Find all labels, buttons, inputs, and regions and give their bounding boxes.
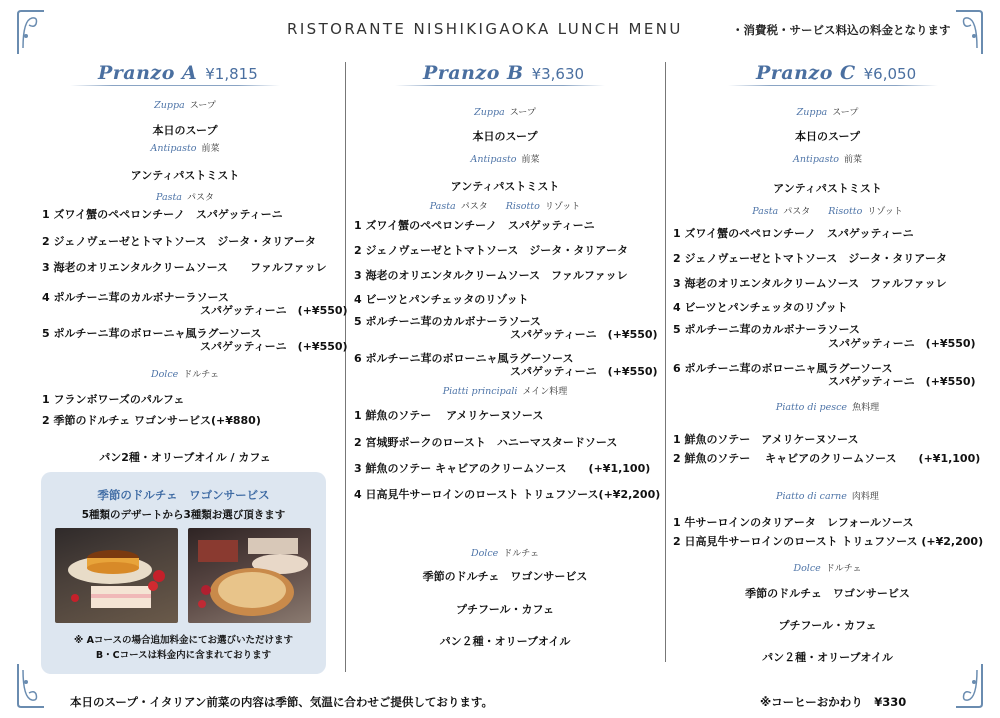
title-flourish [395,85,605,86]
course-b-name: Pranzo B [423,62,524,84]
carne-label: Piatto di carne 肉料理 [776,491,879,502]
pasta-item: 5 ポルチーニ茸のカルボナーラソース [673,323,860,336]
pesce-label: Piatto di pesce 魚料理 [775,402,880,413]
soup-item: 本日のスープ [795,130,860,143]
pasta-item: 3 海老のオリエンタルクリームソース ファルファッレ [42,261,327,274]
dolce-item: 1 フランボワーズのパルフェ [42,393,185,406]
tax-note: ・消費税・サービス料込の料金となります [732,23,951,37]
pesce-item: 1 鮮魚のソテー アメリケーヌソース [673,433,859,446]
course-b-price: ¥3,630 [531,65,585,83]
antipasto-item: アンティパストミスト [130,169,240,182]
dessert-photo-pudding [55,528,178,623]
bread-item: パン２種・オリーブオイル [439,635,571,648]
main-label: Piatti principali メイン料理 [442,386,568,397]
pasta-item: 4 ポルチーニ茸のカルボナーラソース [42,291,229,304]
pasta-item: 2 ジェノヴェーゼとトマトソース ジータ・タリアータ [354,244,628,257]
antipasto-item: アンティパストミスト [773,182,882,195]
main-item: 1 鮮魚のソテー アメリケーヌソース [354,409,544,422]
column-divider [665,62,666,662]
pesce-item: 2 鮮魚のソテー キャビアのクリームソース (+¥1,100) [673,452,981,465]
pasta-item: 6 ポルチーニ茸のボローニャ風ラグーソース [673,362,893,375]
box-title: 季節のドルチェ ワゴンサービス [97,488,270,502]
course-c-heading [756,62,916,84]
zuppa-label: Zuppa スープ [154,100,216,111]
dessert-photo-tart [188,528,311,623]
course-a-price: ¥1,815 [205,65,258,83]
dolce-item: 季節のドルチェ ワゴンサービス [422,570,588,583]
antipasto-item: アンティパストミスト [450,180,560,193]
antipasto-label: Antipasto 前菜 [150,143,220,154]
antipasto-label: Antipasto 前菜 [792,154,862,165]
course-a-name: Pranzo A [98,62,198,84]
bread-item: パン２種・オリーブオイル [762,651,893,664]
corner-ornament-icon [14,8,48,56]
column-divider [345,62,346,672]
corner-ornament-icon [952,662,986,710]
soup-item: 本日のスープ [152,124,218,137]
petit-four-item: プチフール・カフェ [778,619,877,632]
corner-ornament-icon [952,8,986,56]
pasta-item-price: スパゲッティーニ (+¥550) [828,337,976,350]
pasta-item: 3 海老のオリエンタルクリームソース ファルファッレ [354,269,628,282]
course-c-price: ¥6,050 [863,65,917,83]
pasta-risotto-label: Pasta パスタ Risotto リゾット [752,206,903,217]
pasta-item: 4 ビーツとパンチェッタのリゾット [354,293,529,306]
title-flourish [728,85,938,86]
pasta-item: 1 ズワイ蟹のペペロンチーノ スパゲッティーニ [42,208,283,221]
dolce-item: 季節のドルチェ ワゴンサービス [745,587,910,600]
main-item: 3 鮮魚のソテー キャビアのクリームソース (+¥1,100) [354,462,651,475]
zuppa-label: Zuppa スープ [474,107,536,118]
carne-item: 1 牛サーロインのタリアータ レフォールソース [673,516,914,529]
dolce-label: Dolce ドルチェ [150,369,220,380]
pasta-item-price: スパゲッティーニ (+¥550) [510,365,658,378]
dolce-item: 2 季節のドルチェ ワゴンサービス(+¥880) [42,414,261,427]
carne-item: 2 日高見牛サーロインのロースト トリュフソース (+¥2,200) [673,535,984,548]
pasta-item: 6 ポルチーニ茸のボローニャ風ラグーソース [354,352,574,365]
course-a-heading [98,62,258,84]
box-note-bc: B・Cコースは料金内に含まれております [95,650,272,661]
pasta-item: 2 ジェノヴェーゼとトマトソース ジータ・タリアータ [42,235,316,248]
main-item: 4 日高見牛サーロインのロースト トリュフソース(+¥2,200) [354,488,661,501]
pasta-item: 3 海老のオリエンタルクリームソース ファルファッレ [673,277,947,290]
pasta-item: 5 ポルチーニ茸のボローニャ風ラグーソース [42,327,262,340]
box-subtitle: 5種類のデザートから3種類お選び頂きます [81,509,286,521]
main-item: 2 宮城野ポークのロースト ハニーマスタードソース [354,436,618,449]
coffee-refill-note: ※コーヒーおかわり ¥330 [760,695,907,709]
zuppa-label: Zuppa スープ [796,107,859,118]
pasta-item-price: スパゲッティーニ (+¥550) [828,375,976,388]
dolce-wagon-box [41,472,326,674]
pasta-item-price: スパゲッティーニ (+¥550) [200,340,348,353]
pasta-item: 4 ビーツとパンチェッタのリゾット [673,301,848,314]
title-flourish [70,85,280,86]
pasta-risotto-label: Pasta パスタ Risotto リゾット [429,201,581,212]
pasta-item-price: スパゲッティーニ (+¥550) [510,328,658,341]
menu-title: RISTORANTE NISHIKIGAOKA LUNCH MENU [287,20,683,38]
course-b-heading [423,62,584,84]
pasta-item: 1 ズワイ蟹のペペロンチーノ スパゲッティーニ [673,227,914,240]
footer-note: 本日のスープ・イタリアン前菜の内容は季節、気温に合わせご提供しております。 [70,695,493,709]
petit-four-item: プチフール・カフェ [456,603,554,616]
antipasto-label: Antipasto 前菜 [470,154,540,165]
course-c-name: Pranzo C [756,62,856,84]
pasta-item: 1 ズワイ蟹のペペロンチーノ スパゲッティーニ [354,219,595,232]
pasta-item: 2 ジェノヴェーゼとトマトソース ジータ・タリアータ [673,252,947,265]
bread-cafe-item: パン2種・オリーブオイル / カフェ [99,451,271,464]
pasta-item: 5 ポルチーニ茸のカルボナーラソース [354,315,541,328]
dolce-label: Dolce ドルチェ [793,563,862,574]
box-note-a: ※ Aコースの場合追加料金にてお選びいただけます [74,635,293,646]
soup-item: 本日のスープ [472,130,538,143]
pasta-item-price: スパゲッティーニ (+¥550) [200,304,348,317]
pasta-label: Pasta パスタ [155,192,214,203]
dolce-label: Dolce ドルチェ [470,548,540,559]
